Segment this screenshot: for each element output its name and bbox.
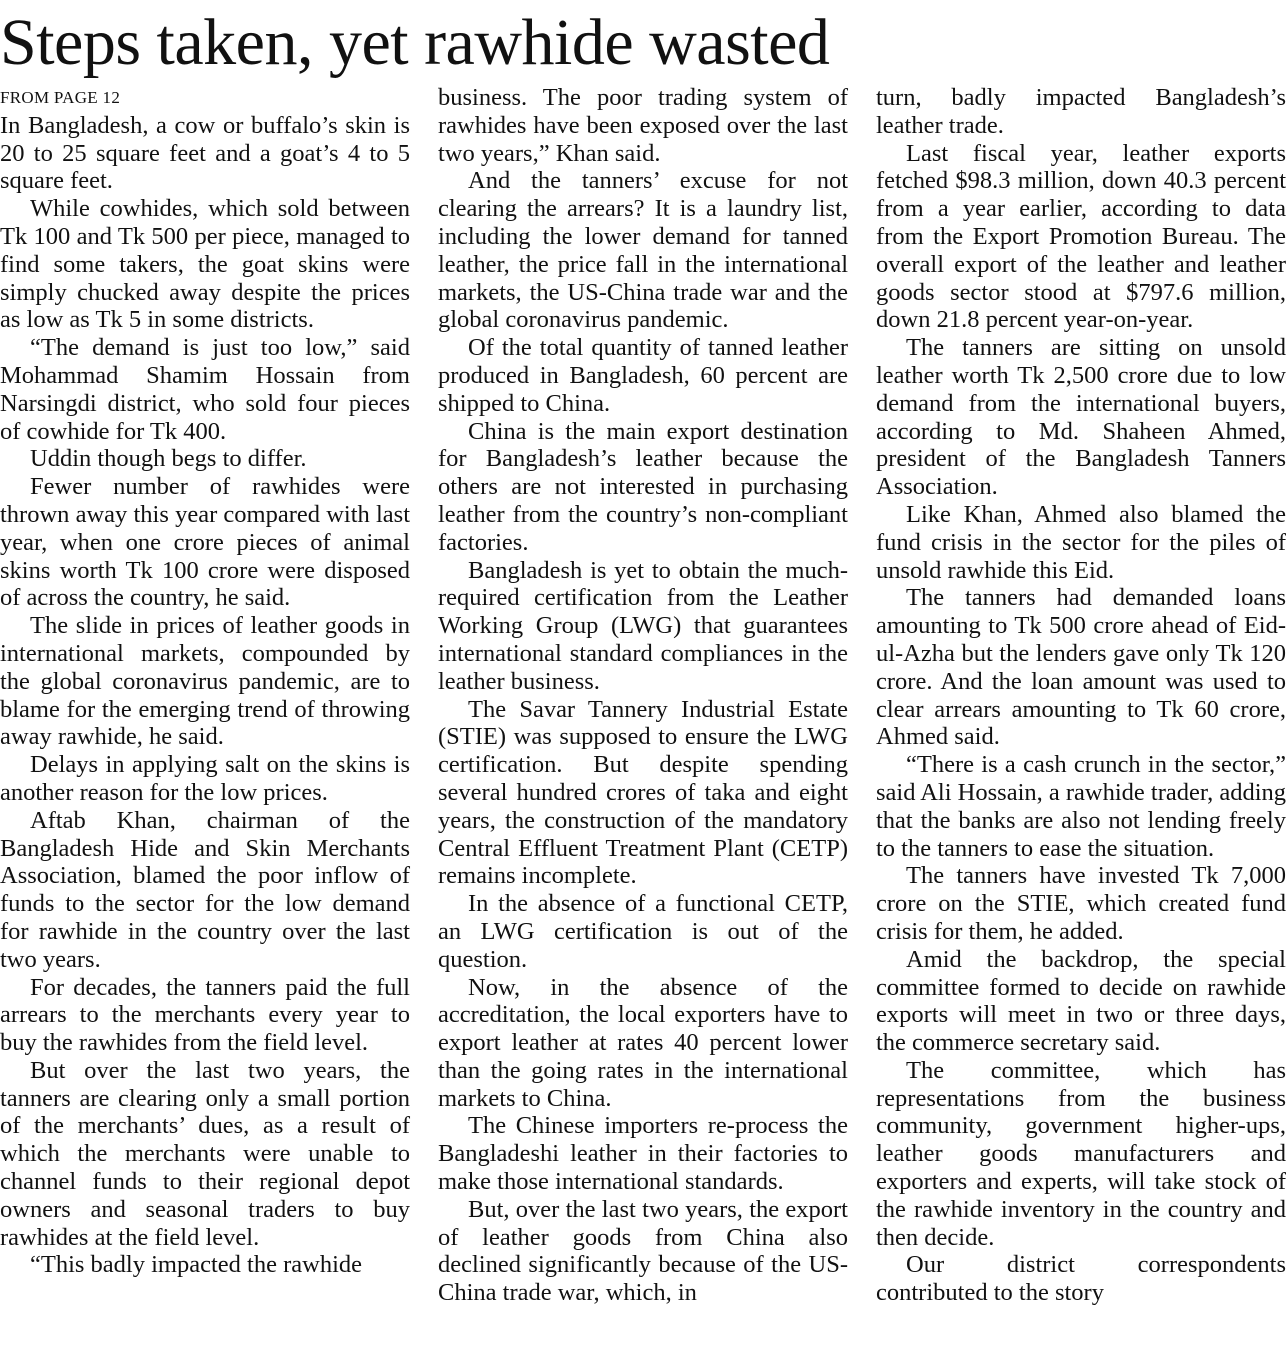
paragraph: The slide in prices of leather goods in international markets, compounded by the global coronavirus pandemic, are to blame for the emerging trend of throwing away rawhide, he said. <box>0 612 410 751</box>
paragraph: The tanners have invested Tk 7,000 crore on the STIE, which created fund crisis for them, he added. <box>876 862 1286 945</box>
paragraph: China is the main export destination for Bangladesh’s leather because the others are not interested in purchasing leather from the country’s non-compliant factories. <box>438 417 848 556</box>
paragraph: But over the last two years, the tanners are clearing only a small portion of the merchants’ dues, as a result of which the merchants were unable to channel funds to their regional depot owners and seasonal traders to buy rawhides at the field level. <box>0 1056 410 1251</box>
paragraph: Bangladesh is yet to obtain the much-required certification from the Leather Working Group (LWG) that guarantees international standard compliances in the leather business. <box>438 556 848 695</box>
paragraph: Now, in the absence of the accreditation, the local exporters have to export leather at rates 40 percent lower than the going rates in the international markets to China. <box>438 973 848 1112</box>
paragraph: For decades, the tanners paid the full arrears to the merchants every year to buy the rawhides from the field level. <box>0 973 410 1057</box>
paragraph: The Savar Tannery Industrial Estate (STIE) was supposed to ensure the LWG certification. But despite spending several hundred crores of taka and eight years, the construction of the mandatory Central Effluent Treatment Plant (CETP) remains incomplete. <box>438 695 848 890</box>
paragraph: Aftab Khan, chairman of the Bangladesh Hide and Skin Merchants Association, blamed the poor inflow of funds to the sector for the low demand for rawhide in the country over the last two years. <box>0 806 410 973</box>
article-column-3 <box>876 84 1286 1307</box>
paragraph: While cowhides, which sold between Tk 100 and Tk 500 per piece, managed to find some takers, the goat skins were simply chucked away despite the prices as low as Tk 5 in some districts. <box>0 195 410 334</box>
article-column-2 <box>438 84 848 1307</box>
paragraph: The tanners are sitting on unsold leather worth Tk 2,500 crore due to low demand from the international buyers, according to Md. Shaheen Ahmed, president of the Bangladesh Tanners Association. <box>876 334 1286 501</box>
headline: Steps taken, yet rawhide wasted <box>0 6 830 79</box>
article-body <box>0 84 1286 1362</box>
paragraph: “There is a cash crunch in the sector,” said Ali Hossain, a rawhide trader, adding that the banks are also not lending freely to the tanners to ease the situation. <box>876 751 1286 862</box>
dateline: FROM PAGE 12 <box>0 88 121 107</box>
article-column-1 <box>0 84 410 1279</box>
paragraph: But, over the last two years, the export of leather goods from China also declined significantly because of the US-China trade war, which, in <box>438 1195 848 1307</box>
paragraph: “This badly impacted the rawhide <box>30 1251 362 1279</box>
paragraph: Uddin though begs to differ. <box>30 445 307 473</box>
paragraph: And the tanners’ excuse for not clearing the arrears? It is a laundry list, including the lower demand for tanned leather, the price fall in the international markets, the US-China trade war and the global coronavirus pandemic. <box>438 167 848 334</box>
paragraph: The committee, which has representations from the business community, government higher-ups, leather goods manufacturers and exporters and experts, will take stock of the rawhide inventory in the country and then decide. <box>876 1056 1286 1251</box>
paragraph: The tanners had demanded loans amounting to Tk 500 crore ahead of Eid-ul-Azha but the lenders gave only Tk 120 crore. And the loan amount was used to clear arrears amounting to Tk 60 crore, Ahmed said. <box>876 584 1286 751</box>
paragraph: Last fiscal year, leather exports fetched $98.3 million, down 40.3 percent from a year earlier, according to data from the Export Promotion Bureau. The overall export of the leather and leather goods sector stood at $797.6 million, down 21.8 percent year-on-year. <box>876 139 1286 334</box>
paragraph: In the absence of a functional CETP, an LWG certification is out of the question. <box>438 890 848 973</box>
paragraph: The Chinese importers re-process the Bangladeshi leather in their factories to make those international standards. <box>438 1112 848 1196</box>
paragraph: “The demand is just too low,” said Mohammad Shamim Hossain from Narsingdi district, who sold four pieces of cowhide for Tk 400. <box>0 334 410 445</box>
paragraph: Our district correspondents contributed to the story <box>876 1251 1286 1307</box>
paragraph: Delays in applying salt on the skins is another reason for the low prices. <box>0 751 410 806</box>
paragraph: business. The poor trading system of rawhides have been exposed over the last two years,” Khan said. <box>438 84 848 167</box>
paragraph: In Bangladesh, a cow or buffalo’s skin is 20 to 25 square feet and a goat’s 4 to 5 square feet. <box>0 111 410 195</box>
paragraph: Like Khan, Ahmed also blamed the fund crisis in the sector for the piles of unsold rawhide this Eid. <box>876 500 1286 584</box>
paragraph: Amid the backdrop, the special committee formed to decide on rawhide exports will meet in two or three days, the commerce secretary said. <box>876 945 1286 1057</box>
paragraph: turn, badly impacted Bangladesh’s leather trade. <box>876 84 1286 139</box>
paragraph: Of the total quantity of tanned leather produced in Bangladesh, 60 percent are shipped to China. <box>438 334 848 417</box>
paragraph: Fewer number of rawhides were thrown away this year compared with last year, when one crore pieces of animal skins worth Tk 100 crore were disposed of across the country, he said. <box>0 473 410 612</box>
